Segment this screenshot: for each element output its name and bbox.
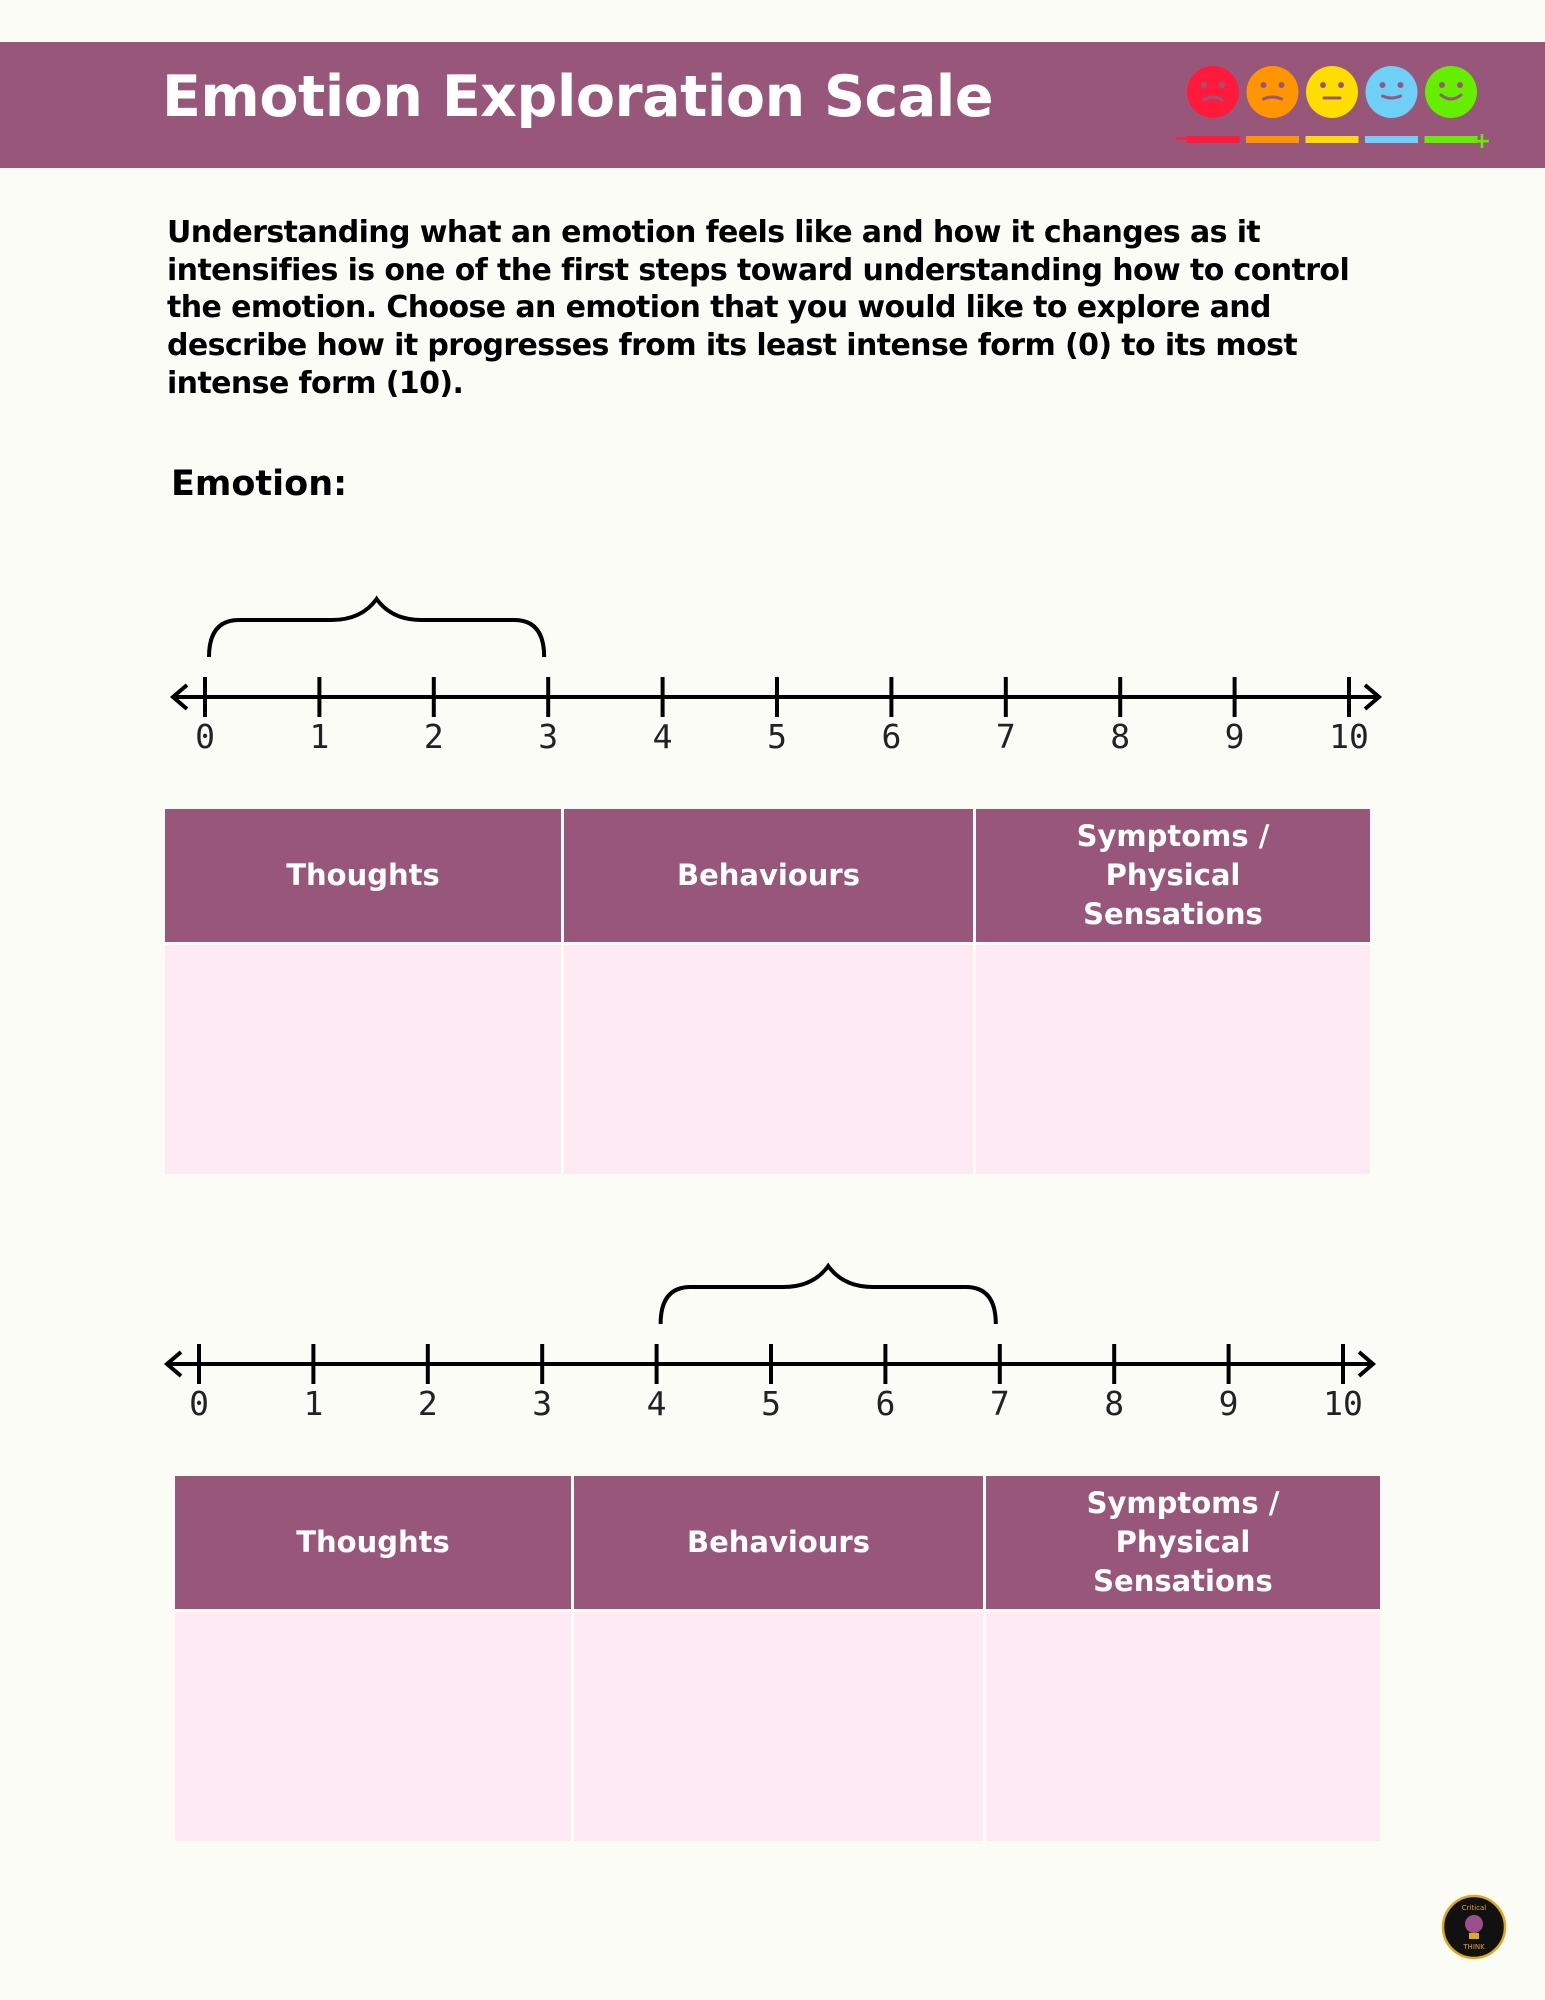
- range-brace: [661, 1266, 996, 1324]
- face-very-happy-icon: [1425, 66, 1477, 118]
- thoughts-cell[interactable]: [175, 1612, 571, 1841]
- header-symptoms-label: Symptoms / Physical Sensations: [1086, 1486, 1280, 1598]
- header-thoughts: Thoughts: [165, 809, 561, 942]
- face-circle: [1247, 66, 1299, 118]
- behaviours-cell[interactable]: [574, 1612, 983, 1841]
- face-eye: [1398, 82, 1404, 88]
- face-circle: [1187, 66, 1239, 118]
- face-eye: [1261, 82, 1267, 88]
- scale-minus: −: [1173, 128, 1189, 149]
- tick-label: 10: [1323, 1384, 1363, 1423]
- tick-label: 6: [881, 717, 902, 756]
- tick-label: 7: [995, 717, 1016, 756]
- header-symptoms: [986, 1476, 1380, 1609]
- table-1: [165, 809, 1370, 1174]
- face-eye: [1201, 82, 1207, 88]
- symptoms-cell[interactable]: [986, 1612, 1380, 1841]
- thoughts-cell[interactable]: [165, 945, 561, 1174]
- range-brace: [209, 599, 544, 657]
- table-2: [175, 1476, 1380, 1841]
- header-behaviours: Behaviours: [564, 809, 973, 942]
- critical-think-logo: [1441, 1894, 1507, 1960]
- tick-label: 4: [652, 717, 673, 756]
- face-eye: [1279, 82, 1285, 88]
- header-thoughts: Thoughts: [175, 1476, 571, 1609]
- symptoms-cell[interactable]: [976, 945, 1370, 1174]
- face-very-sad-icon: [1187, 66, 1239, 118]
- tick-label: 0: [189, 1384, 209, 1423]
- tick-label: 8: [1110, 717, 1131, 756]
- face-eye: [1380, 82, 1386, 88]
- scale-bar-segment: [1425, 136, 1478, 143]
- behaviours-cell[interactable]: [564, 945, 973, 1174]
- tick-label: 4: [646, 1384, 667, 1423]
- tick-label: 3: [538, 717, 559, 756]
- emotion-label: Emotion:: [171, 464, 348, 504]
- logo-text-top: Critical: [1461, 1904, 1487, 1912]
- tick-label: 2: [417, 1384, 438, 1423]
- tick-label: 1: [303, 1384, 324, 1423]
- tick-label: 9: [1224, 717, 1245, 756]
- face-circle: [1306, 66, 1358, 118]
- face-circle: [1366, 66, 1418, 118]
- face-eye: [1439, 82, 1445, 88]
- tick-label: 5: [761, 1384, 781, 1423]
- face-eye: [1338, 82, 1344, 88]
- intro-text: Understanding what an emotion feels like and how it changes as it intensifies is one of the first steps toward understanding how to control the emotion. Choose an emotion that you would like to explore and describe how it progresses from its least intense form (0) to its most intense form (10).: [167, 215, 1350, 401]
- scale-bar-segment: [1246, 136, 1299, 143]
- tick-label: 5: [767, 717, 787, 756]
- tick-label: 3: [532, 1384, 553, 1423]
- header-symptoms-label: Symptoms / Physical Sensations: [1076, 819, 1270, 931]
- logo-text-bottom: THINK: [1463, 1943, 1485, 1951]
- tick-label: 10: [1329, 717, 1369, 756]
- header-behaviours: Behaviours: [574, 1476, 983, 1609]
- tick-label: 0: [195, 717, 215, 756]
- tick-label: 7: [989, 1384, 1010, 1423]
- emotion-faces-scale: [1175, 60, 1495, 160]
- tick-label: 8: [1104, 1384, 1125, 1423]
- scale-plus: +: [1472, 129, 1492, 154]
- scale-bar-segment: [1306, 136, 1359, 143]
- face-happy-icon: [1366, 66, 1418, 118]
- tick-label: 9: [1218, 1384, 1239, 1423]
- face-sad-icon: [1247, 66, 1299, 118]
- tick-label: 1: [309, 717, 330, 756]
- face-neutral-icon: [1306, 66, 1358, 118]
- tick-label: 6: [875, 1384, 896, 1423]
- face-eye: [1219, 82, 1225, 88]
- page-title: Emotion Exploration Scale: [162, 64, 994, 130]
- header-symptoms: [976, 809, 1370, 942]
- number-line-2: [0, 1257, 1545, 1423]
- number-line-1: [0, 590, 1545, 756]
- scale-bar-segment: [1187, 136, 1240, 143]
- face-eye: [1320, 82, 1326, 88]
- scale-bar-segment: [1365, 136, 1418, 143]
- face-eye: [1457, 82, 1463, 88]
- tick-label: 2: [423, 717, 444, 756]
- face-circle: [1425, 66, 1477, 118]
